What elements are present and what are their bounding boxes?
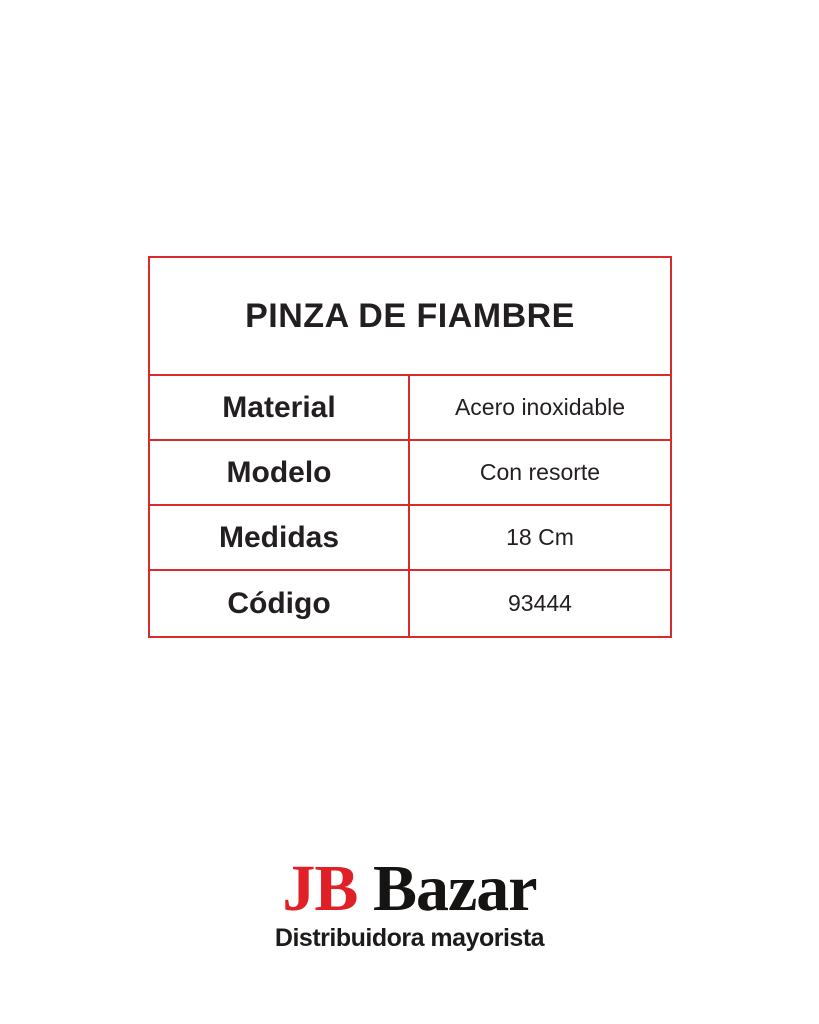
table-row-modelo xyxy=(150,441,670,506)
table-row-codigo xyxy=(150,571,670,636)
brand-logo-name: Bazar xyxy=(372,852,537,925)
brand-logo-wordmark xyxy=(0,852,819,925)
material-value: Acero inoxidable xyxy=(454,394,626,420)
product-title: PINZA DE FIAMBRE xyxy=(150,258,670,376)
modelo-label: Modelo xyxy=(150,441,410,504)
medidas-label: Medidas xyxy=(150,506,410,569)
modelo-value: Con resorte xyxy=(479,459,601,485)
brand-logo xyxy=(0,852,819,952)
brand-tagline: Distribuidora mayorista xyxy=(274,924,545,952)
codigo-label: Código xyxy=(150,571,410,636)
medidas-value: 18 Cm xyxy=(506,524,574,550)
table-row-medidas xyxy=(150,506,670,571)
material-label: Material xyxy=(150,376,410,439)
product-spec-table xyxy=(148,256,672,638)
brand-logo-initials: JB xyxy=(282,852,358,925)
codigo-value: 93444 xyxy=(508,590,572,616)
table-row-material xyxy=(150,376,670,441)
